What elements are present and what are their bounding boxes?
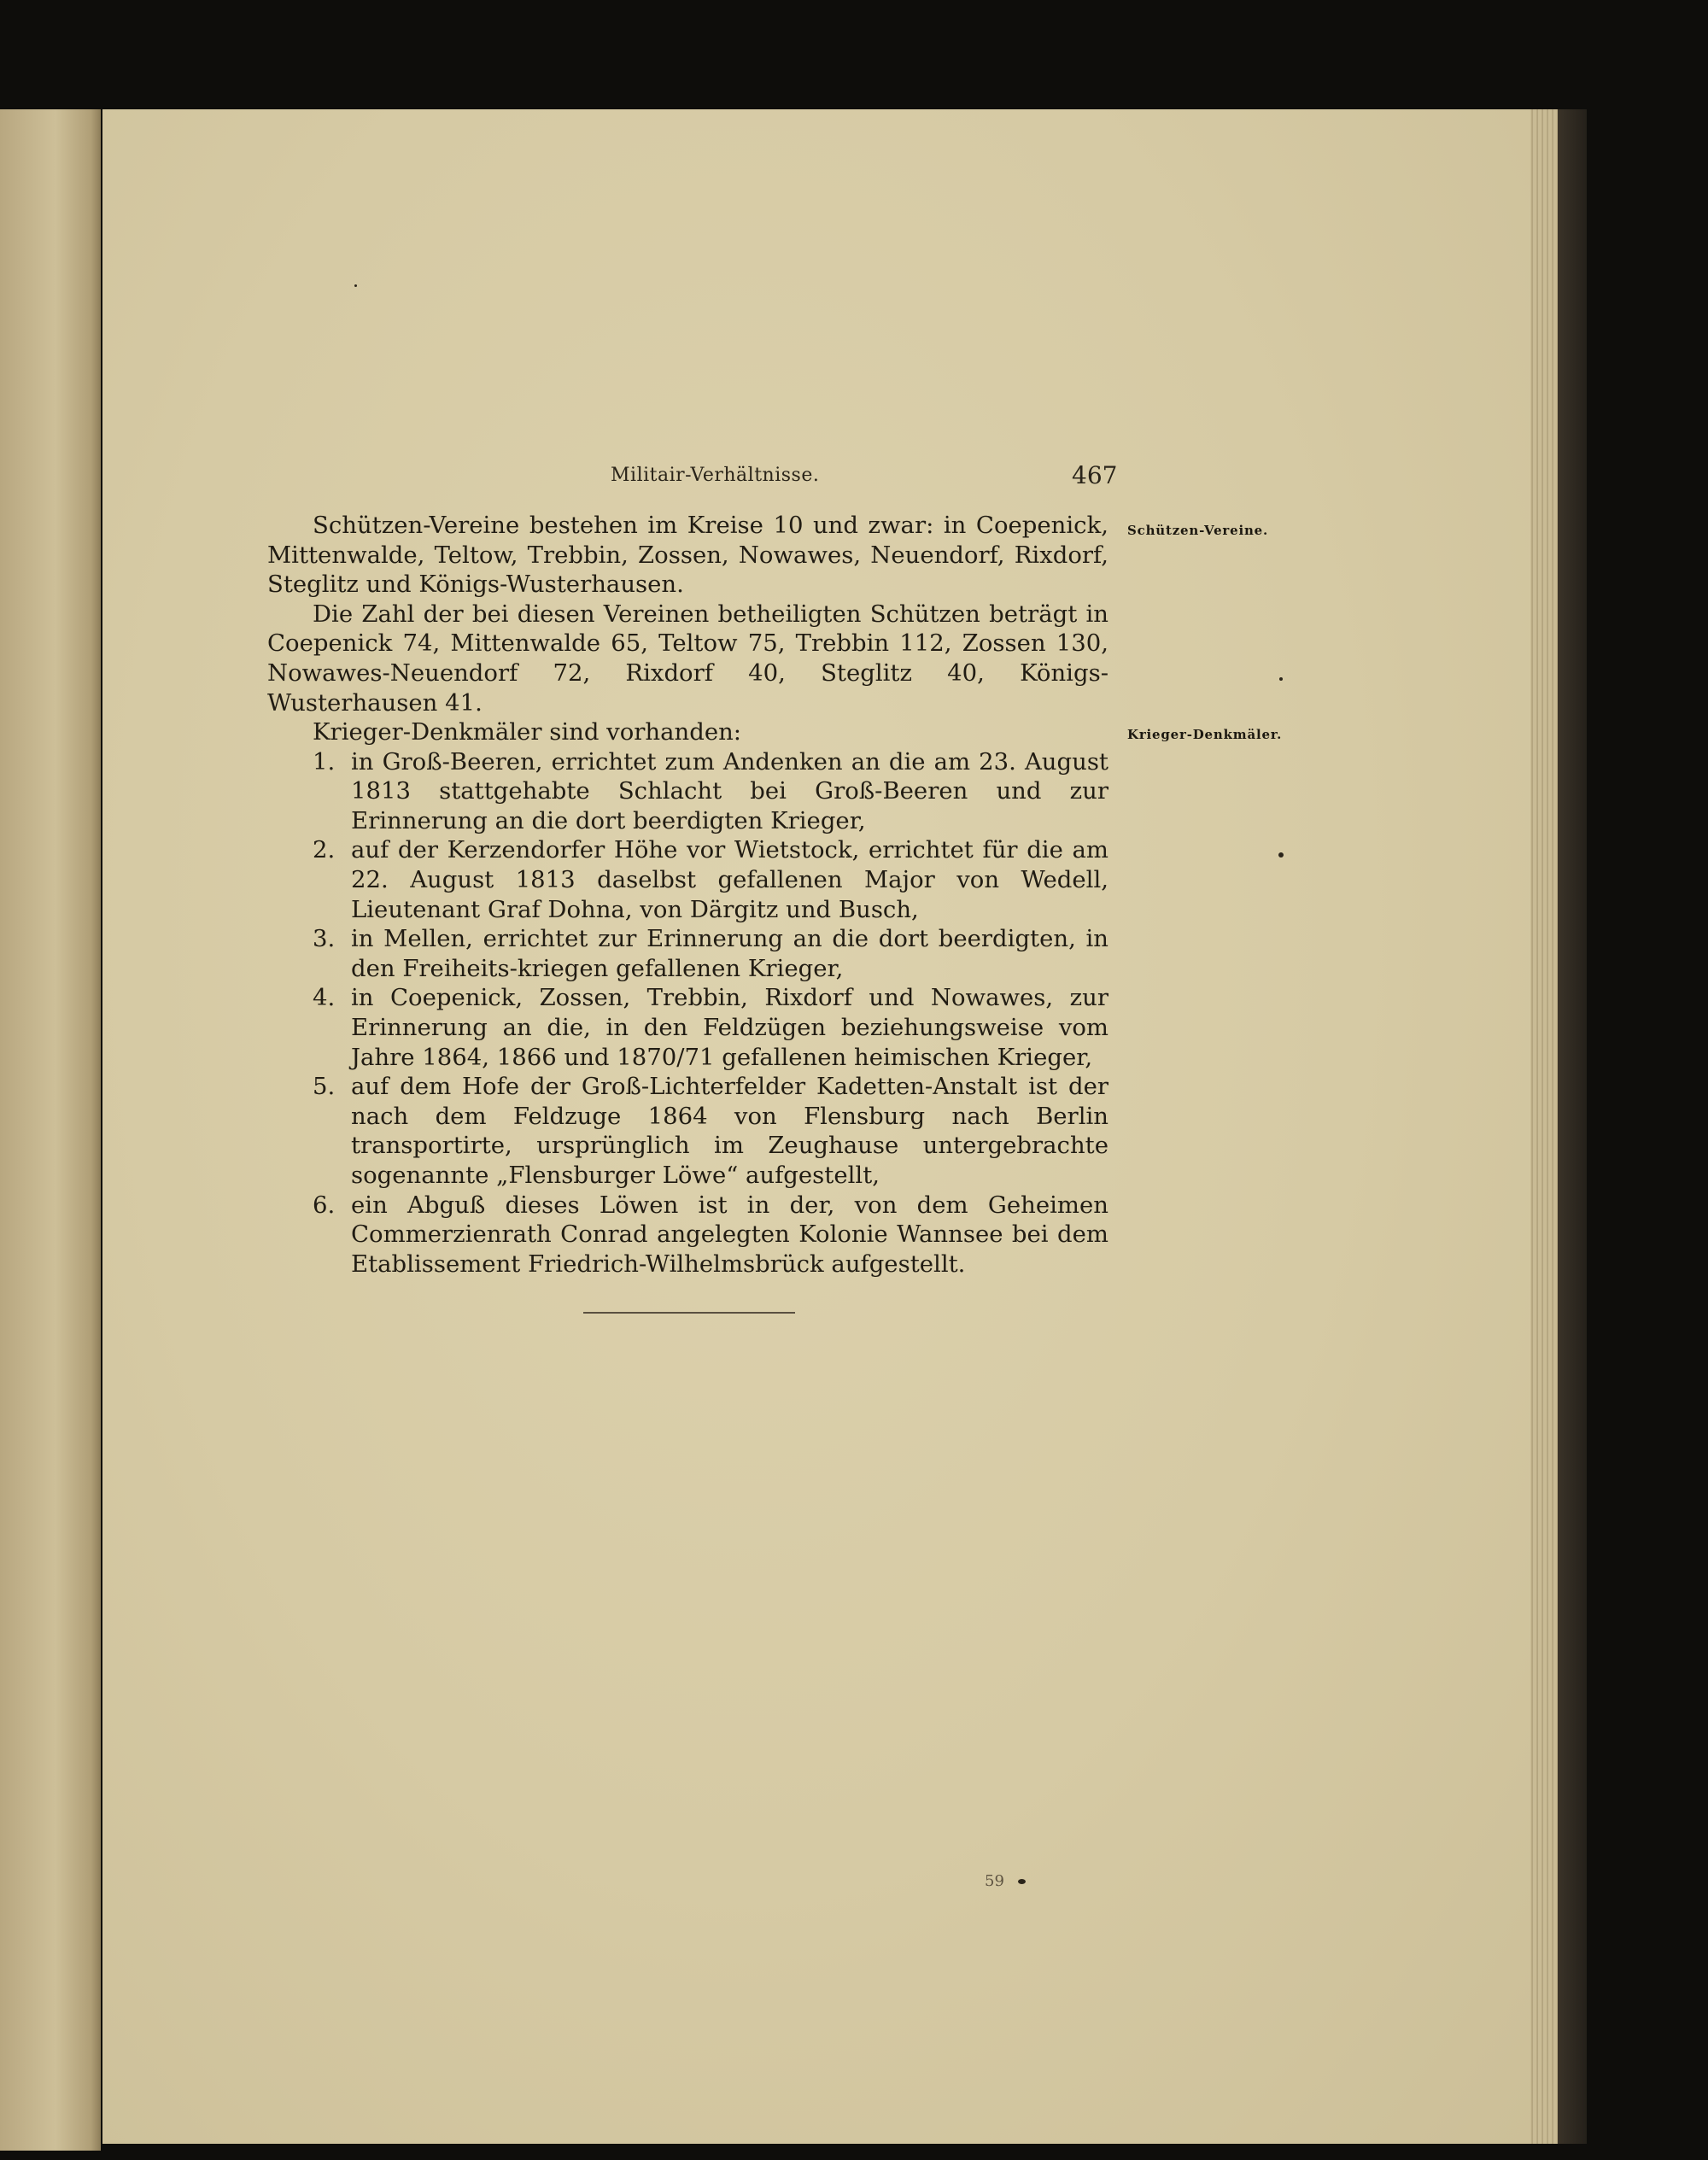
item-text: auf dem Hofe der Groß-Lichterfelder Kadetten-Anstalt ist der nach dem Feldzuge 1864 von Flensburg nach Berlin transportirte, ursprünglich im Zeughause untergebrachte sogenannte „Flensburger Löwe“ aufgestellt,: [351, 1073, 1108, 1189]
list-item: [267, 747, 1108, 836]
list-item: [267, 983, 1108, 1072]
item-text: in Mellen, errichtet zur Erinnerung an die dort beerdigten, in den Freiheits-kriegen gefallenen Krieger,: [351, 925, 1108, 982]
paper-speck: [1018, 1879, 1026, 1884]
page-number: 467: [1072, 461, 1118, 489]
item-number: 6.: [313, 1191, 336, 1219]
list-item: [267, 1191, 1108, 1279]
list-item: [267, 1072, 1108, 1190]
item-number: 2.: [313, 836, 336, 864]
item-text: ein Abguß dieses Löwen ist in der, von dem Geheimen Commerzienrath Conrad angelegten Kolonie Wannsee bei dem Etablissement Friedrich-Wilhelmsbrück aufgestellt.: [351, 1191, 1108, 1278]
book-cover-edge: [1558, 109, 1587, 2144]
item-number: 3.: [313, 925, 336, 953]
paper-speck: [354, 284, 357, 287]
section-krieger-denkmaeler: [267, 717, 1108, 1279]
book-page: [102, 109, 1530, 2144]
list-item: [267, 835, 1108, 924]
paper-speck: [1279, 677, 1283, 681]
paragraph: Die Zahl der bei diesen Vereinen betheiligten Schützen beträgt in Coepenick 74, Mittenwalde 65, Teltow 75, Trebbin 112, Zossen 130, Nowawes-Neuendorf 72, Rixdorf 40, Steglitz 40, Königs-Wusterhausen 41.: [267, 600, 1108, 717]
footer-mark: 59: [985, 1872, 1004, 1890]
left-page-edge: [0, 109, 101, 2151]
item-number: 1.: [313, 747, 336, 776]
marginal-note-schuetzen: Schützen-Vereine.: [1127, 523, 1269, 538]
item-number: 4.: [313, 984, 336, 1012]
list-item: [267, 924, 1108, 983]
paper-speck: [1278, 852, 1284, 858]
item-text: in Coepenick, Zossen, Trebbin, Rixdorf und Nowawes, zur Erinnerung an die, in den Feldzügen beziehungsweise vom Jahre 1864, 1866 und 1870/71 gefallenen heimischen Krieger,: [351, 984, 1108, 1071]
item-number: 5.: [313, 1073, 336, 1101]
monument-list: [267, 747, 1108, 1279]
section-end-rule: [583, 1312, 795, 1314]
page-header: [102, 461, 1530, 499]
paragraph: Schützen-Vereine bestehen im Kreise 10 und zwar: in Coepenick, Mittenwalde, Teltow, Trebbin, Zossen, Nowawes, Neuendorf, Rixdorf, Steglitz und Königs-Wusterhausen.: [267, 512, 1108, 599]
section-schuetzen-vereine: [267, 511, 1108, 717]
section-intro: Krieger-Denkmäler sind vorhanden:: [313, 718, 742, 746]
item-text: in Groß-Beeren, errichtet zum Andenken an die am 23. August 1813 stattgehabte Schlacht bei Groß-Beeren und zur Erinnerung an die dort beerdigten Krieger,: [351, 747, 1108, 834]
running-head: Militair-Verhältnisse.: [611, 465, 820, 486]
item-text: auf der Kerzendorfer Höhe vor Wietstock, errichtet für die am 22. August 1813 daselbst gefallenen Major von Wedell, Lieutenant Graf Dohna, von Därgitz und Busch,: [351, 836, 1108, 923]
marginal-note-krieger: Krieger-Denkmäler.: [1127, 727, 1283, 742]
